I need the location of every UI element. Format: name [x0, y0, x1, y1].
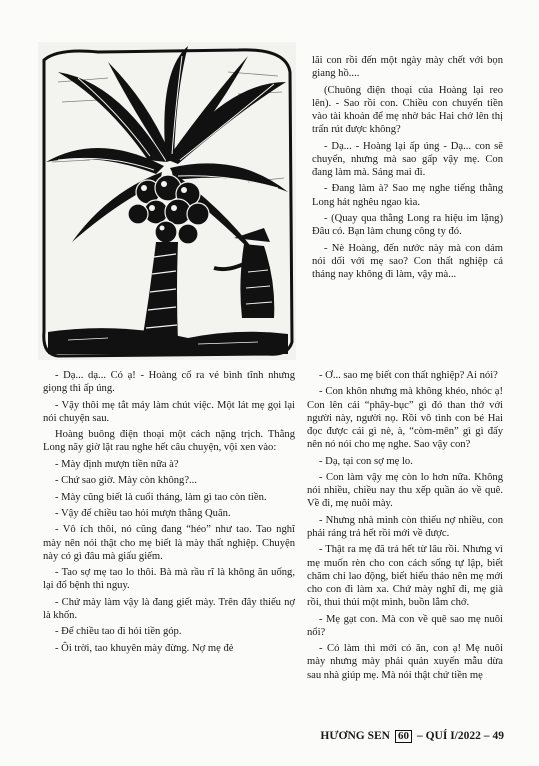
paragraph: - Đang làm à? Sao mẹ nghe tiếng thằng Long hát nghêu ngao kìa.	[312, 183, 503, 208]
paragraph: - Mày định mượn tiền nữa à?	[55, 458, 179, 470]
paragraph: - Con khôn nhưng mà không khéo, nhóc ạ! Con lên cái “phây-bục” gì đó than thở với người này, người nọ. Rồi vô tình con bé Hai đọc được cái gì nè, à, “còm-mên” gì gì đấy nên nó nói cho mẹ nghe. Sao vậy con?	[307, 386, 503, 451]
paragraph: - Chứ mày làm vậy là đang giết mày. Trên đây thiếu nợ là khốn.	[43, 596, 295, 621]
magazine-name: HƯƠNG SEN	[320, 730, 390, 742]
paragraph: - Ôi trời, tao khuyên mày đừng. Nợ mẹ đẻ	[55, 642, 234, 654]
paragraph: lãi con rồi đến một ngày mày chết với bọn giang hồ....	[312, 55, 503, 80]
paragraph: Hoàng buông điện thoại một cách nặng trịch. Thằng Long nãy giờ lặt rau nghe hết câu chuyện, vội xen vào:	[43, 429, 295, 454]
text-column-right-top	[312, 54, 503, 284]
issue-quarter: – QUÍ I/2022 –	[416, 730, 490, 742]
paragraph: - Vô ích thôi, nó cũng đang “héo” như tao. Tao nghĩ mày nên nói thật cho mẹ biết là mày thất nghiệp. Chuyện này có gì đâu mà giấu giếm.	[43, 524, 295, 562]
paragraph: - Thật ra mẹ đã trả hết từ lâu rồi. Nhưng vì mẹ muốn rèn cho con cách sống tự lập, biết chăm chỉ lao động, biết hiểu thảo nên mẹ mới cho con đi làm xa. Chứ mày nghĩ đi, mẹ già rồi, thui thủi một mình, buồn lắm chớ.	[307, 544, 503, 609]
paragraph: - Có làm thì mới có ăn, con ạ! Mẹ nuôi mày nhưng mày phải quản xuyến mẫu dừa sau nhà giúp mẹ. Mà nói thật chứ tiền mẹ	[307, 643, 503, 681]
paragraph: - Chứ sao giờ. Mày còn không?...	[55, 475, 197, 487]
paragraph: - Tao sợ mẹ tao lo thôi. Bà mà rầu rĩ là không ăn uống, lại đổ bệnh thì nguy.	[43, 567, 295, 592]
palm-tree-illustration-svg	[38, 42, 296, 360]
paragraph: - Vậy thôi mẹ tắt máy làm chút việc. Một lát mẹ gọi lại nói chuyện sau.	[43, 399, 295, 424]
paragraph: - Để chiều tao đi hỏi tiền góp.	[55, 626, 182, 638]
paragraph: - Mẹ gạt con. Mà con về quê sao mẹ nuôi nổi?	[307, 613, 503, 638]
woodcut-illustration	[38, 42, 296, 360]
paragraph: (Chuông điện thoại của Hoàng lại reo lên). - Sao rồi con. Chiều con chuyển tiền vào tài khoản để mẹ nhờ bác Hai chở lên thị trấn rút được không?	[312, 84, 503, 136]
paragraph: - Nhưng nhà mình còn thiếu nợ nhiều, con phải ráng trả hết rồi mới về được.	[307, 514, 503, 539]
text-column-left	[43, 369, 295, 658]
paragraph: - Dạ... - Hoàng lại ấp úng - Dạ... con sẽ chuyển, nhưng mà sao gấp vậy mẹ. Con đang làm mà. Sáng mai đi.	[312, 140, 503, 178]
paragraph: - Con làm vậy mẹ còn lo hơn nữa. Không nói nhiều, chiều nay thu xếp quần áo về quê. Về đi, mẹ nuôi mày.	[307, 471, 503, 510]
text-column-right-bottom	[307, 369, 503, 685]
paragraph: - Vậy để chiều tao hỏi mượn thằng Quân.	[55, 507, 231, 519]
page-footer	[292, 728, 504, 744]
paragraph: - Dạ... dạ... Có ạ! - Hoàng cố ra vẻ bình tĩnh nhưng giọng thì ấp úng.	[43, 370, 295, 395]
paragraph: - Nè Hoàng, đến nước này mà con dám nói dối với mẹ sao? Con thất nghiệp cả tháng nay không đi làm, vậy mà...	[312, 242, 503, 280]
paragraph: - Mày cũng biết là cuối tháng, làm gì tao còn tiền.	[55, 491, 267, 503]
paragraph: - Ơ... sao mẹ biết con thất nghiệp? Ai nói?	[319, 370, 498, 381]
page-number: 49	[492, 730, 504, 742]
paragraph: - (Quay qua thằng Long ra hiệu im lặng) Đâu có. Bạn làm chung công ty đó.	[312, 212, 503, 238]
paragraph: - Dạ, tại con sợ mẹ lo.	[319, 455, 413, 467]
issue-number-box: 60	[395, 730, 412, 743]
